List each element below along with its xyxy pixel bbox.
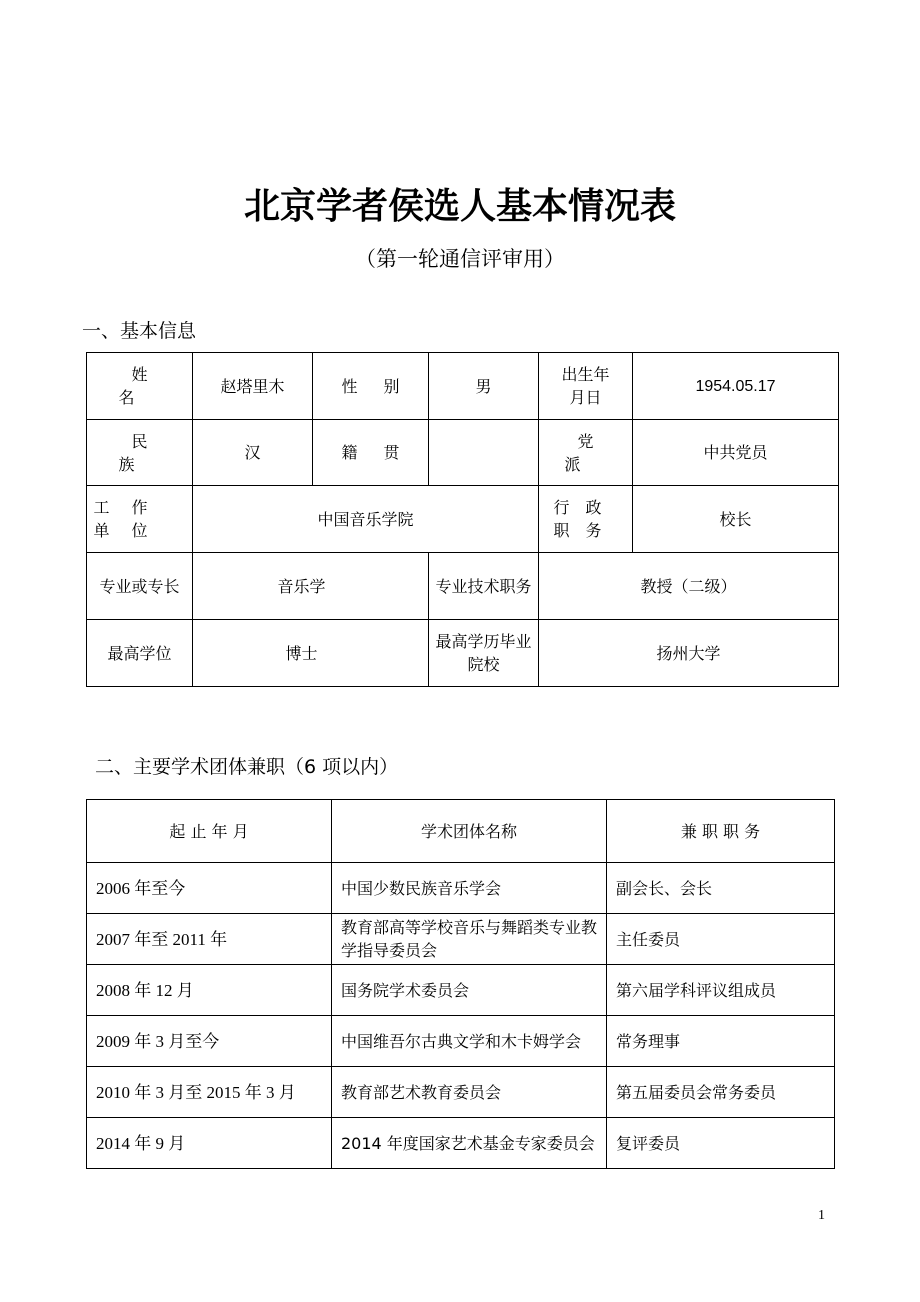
table-row: [87, 1016, 835, 1067]
degree-value: 博士: [193, 620, 429, 687]
row-role: 复评委员: [607, 1118, 835, 1169]
row-organization: 中国维吾尔古典文学和木卡姆学会: [332, 1016, 607, 1067]
row-organization: 教育部艺术教育委员会: [332, 1067, 607, 1118]
row-organization: 2014 年度国家艺术基金专家委员会: [332, 1118, 607, 1169]
table-header-row: [87, 800, 835, 863]
row-period: 2008 年 12 月: [87, 965, 332, 1016]
birth-value: 1954.05.17: [633, 353, 839, 420]
degree-label: 最高学位: [87, 620, 193, 687]
party-label: 党派: [539, 420, 633, 486]
gender-label: 性别: [313, 353, 429, 420]
page-number: 1: [818, 1208, 825, 1223]
table-row: [87, 1067, 835, 1118]
admin-post-label: [539, 486, 633, 553]
row-role: 第五届委员会常务委员: [607, 1067, 835, 1118]
major-value: 音乐学: [193, 553, 429, 620]
header-period: 起 止 年 月: [87, 800, 332, 863]
ethnicity-value: 汉: [193, 420, 313, 486]
row-role: 副会长、会长: [607, 863, 835, 914]
row-period: 2006 年至今: [87, 863, 332, 914]
row-role: 第六届学科评议组成员: [607, 965, 835, 1016]
admin-post-label-text: 行政职务: [553, 498, 618, 540]
gender-value: 男: [429, 353, 539, 420]
document-subtitle: （第一轮通信评审用）: [355, 247, 565, 271]
row-organization: 国务院学术委员会: [332, 965, 607, 1016]
row-organization: 中国少数民族音乐学会: [332, 863, 607, 914]
name-value: 赵塔里木: [193, 353, 313, 420]
native-place-value: [429, 420, 539, 486]
row-period: 2009 年 3 月至今: [87, 1016, 332, 1067]
ethnicity-label: 民族: [87, 420, 193, 486]
header-organization: 学术团体名称: [332, 800, 607, 863]
header-role: 兼 职 职 务: [607, 800, 835, 863]
graduate-school-label: [429, 620, 539, 687]
work-unit-label: [87, 486, 193, 553]
table-row: [87, 1118, 835, 1169]
party-value: 中共党员: [633, 420, 839, 486]
work-unit-value: 中国音乐学院: [193, 486, 539, 553]
graduate-school-value: 扬州大学: [539, 620, 839, 687]
section-academic-groups-heading: 二、主要学术团体兼职（6 项以内）: [95, 756, 399, 778]
admin-post-value: 校长: [633, 486, 839, 553]
major-label-text: 专业或专长: [99, 576, 180, 596]
academic-groups-table: [86, 799, 835, 1169]
row-role: 常务理事: [607, 1016, 835, 1067]
table-row: [87, 914, 835, 965]
table-row: [87, 863, 835, 914]
basic-info-table: [86, 352, 839, 687]
tech-title-label: [429, 553, 539, 620]
row-organization: 教育部高等学校音乐与舞蹈类专业教学指导委员会: [332, 914, 607, 965]
major-label: [87, 553, 193, 620]
row-period: 2010 年 3 月至 2015 年 3 月: [87, 1067, 332, 1118]
row-role: 主任委员: [607, 914, 835, 965]
graduate-school-label-text: 最高学历毕业院校: [435, 632, 532, 674]
work-unit-label-text: 工作单位: [93, 498, 170, 540]
document-title: 北京学者侯选人基本情况表: [243, 185, 676, 227]
native-place-label: 籍贯: [313, 420, 429, 486]
birth-label: [539, 353, 633, 420]
birth-label-text: 出生年月日: [561, 365, 610, 407]
section-basic-info-heading: 一、基本信息: [82, 320, 197, 342]
row-period: 2014 年 9 月: [87, 1118, 332, 1169]
row-period: 2007 年至 2011 年: [87, 914, 332, 965]
table-row: [87, 965, 835, 1016]
tech-title-label-text: 专业技术职务: [435, 576, 532, 596]
name-label: 姓名: [87, 353, 193, 420]
tech-title-value: 教授（二级）: [539, 553, 839, 620]
